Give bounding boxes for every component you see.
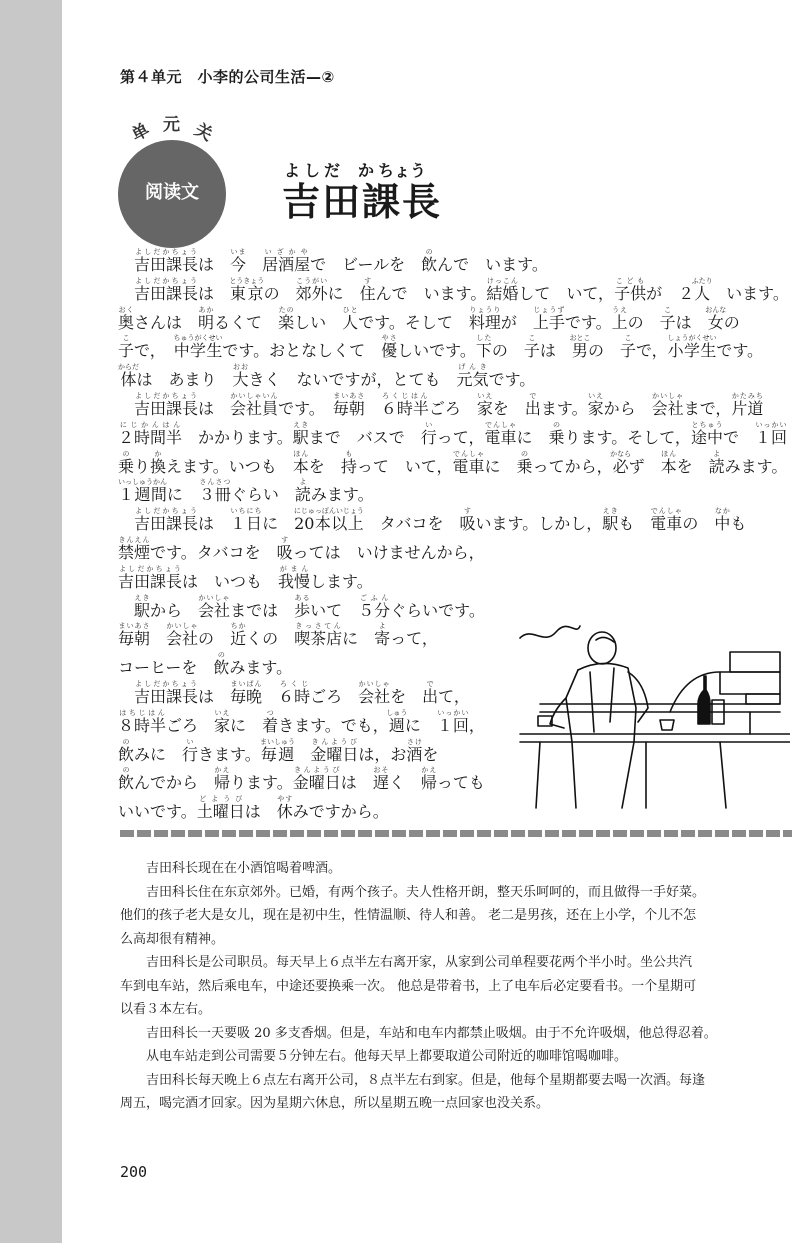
reading-text: っては いけませんから， — [292, 542, 485, 562]
ruby-word: 禁煙きんえん — [118, 535, 151, 562]
reading-text — [150, 629, 166, 648]
reading-text: の — [723, 312, 740, 332]
reading-text: の — [198, 629, 231, 649]
reading-text: です。 — [488, 370, 536, 390]
ruby-word: 読よ — [294, 478, 311, 505]
ruby-word: 会社員かいしゃいん — [230, 391, 279, 418]
reading-text: の — [587, 341, 620, 361]
translation-line: 他们的孩子老大是女儿，现在是初中生，性情温顺、待人和善。 老二是男孩，还在上小学，个儿不怎 — [120, 908, 697, 923]
ruby-word: 出で — [524, 391, 541, 418]
ruby-word: 子こ — [523, 334, 540, 361]
reading-text: までは — [230, 600, 295, 620]
reading-text: みます。 — [724, 456, 788, 476]
reading-text: で， — [134, 341, 174, 361]
reading-text: です。 — [564, 312, 612, 332]
ruby-word: 駅えき — [602, 507, 619, 534]
ruby-word: 家いえ — [476, 391, 493, 418]
section-divider — [120, 830, 792, 837]
reading-text: きく ないですが，とても — [248, 370, 457, 390]
reading-text: きます。 — [198, 744, 261, 764]
reading-text: ぐらいです。 — [390, 600, 485, 620]
reading-text: んで います。 — [375, 283, 487, 303]
ruby-word: 歩ある — [294, 593, 311, 620]
translation-line: 吉田科长每天晚上６点左右离开公司，８点半左右到家。但是，他每个星期都要去喝一次酒。每逢 — [120, 1072, 706, 1088]
reading-text: は — [340, 773, 373, 793]
reading-text: を — [676, 456, 709, 476]
reading-text: に — [404, 715, 437, 735]
ruby-word: 読よ — [708, 449, 725, 476]
ruby-word: 吸す — [276, 535, 293, 562]
chinese-translation — [120, 857, 792, 1116]
reading-text: は，お — [358, 744, 407, 764]
reading-text: って， — [390, 629, 438, 649]
ruby-word: 毎晩まいばん — [230, 679, 263, 706]
reading-text: に — [327, 283, 360, 303]
ruby-word: １週間いっしゅうかん — [118, 478, 167, 505]
ruby-word: 飲の — [421, 248, 438, 274]
ruby-word: 会社かいしゃ — [166, 622, 199, 649]
ruby-word: 女おんな — [705, 305, 727, 332]
chapter-header: 第４单元 小李的公司生活—② — [120, 68, 335, 86]
reading-line — [118, 392, 798, 421]
reading-text: は — [198, 686, 231, 706]
reading-text: は — [675, 312, 708, 332]
ruby-word: 電車でんしゃ — [484, 420, 517, 447]
ruby-word: 吉田課長よしだかちょう — [134, 507, 199, 534]
reading-text: て， — [438, 686, 470, 706]
ruby-word: 今いま — [230, 248, 247, 274]
ruby-word: ６時半ろくじはん — [380, 391, 429, 418]
reading-text: さんは — [134, 312, 199, 332]
ruby-word: 飲の — [213, 651, 230, 678]
reading-text: ぐらい — [230, 485, 295, 505]
reading-text: いいです。 — [118, 802, 197, 822]
ruby-word: 体からだ — [118, 363, 139, 390]
ruby-word: 料理りょうり — [468, 305, 501, 332]
translation-line: 以看３本左右。 — [120, 1002, 212, 1017]
reading-text — [294, 745, 310, 764]
reading-line — [118, 565, 798, 594]
reading-text: かかります。 — [182, 427, 293, 447]
indent — [118, 399, 134, 418]
ruby-word: 子こ — [118, 334, 135, 361]
reading-text — [246, 255, 262, 274]
reading-text: くの — [246, 629, 295, 649]
reading-text: で — [722, 427, 755, 447]
ruby-word: 途中とちゅう — [690, 420, 723, 447]
ruby-word: １日いちにち — [230, 507, 263, 534]
ruby-word: 居酒屋いざかや — [262, 248, 311, 274]
ruby-word: ６時ろくじ — [278, 679, 311, 706]
ruby-word: 郊外こうがい — [295, 276, 328, 303]
ruby-word: 飲の — [118, 737, 135, 764]
ruby-word: 片道かたみち — [731, 391, 764, 418]
ruby-word: 住す — [359, 276, 376, 303]
reading-text: に — [166, 485, 199, 505]
ruby-word: 吉田課長よしだかちょう — [118, 564, 183, 591]
reading-text: んでから — [134, 773, 215, 793]
reading-text: っても — [436, 773, 485, 793]
ruby-word: １回いっかい — [436, 708, 469, 735]
reading-text: を — [422, 744, 439, 764]
ruby-word: 家いえ — [214, 708, 231, 735]
ruby-word: 子こ — [619, 334, 636, 361]
title-ruby-1: よ — [284, 161, 301, 180]
reading-text: します。 — [310, 571, 373, 591]
reading-text: も — [730, 514, 747, 534]
reading-text: は — [198, 398, 231, 418]
reading-text: に — [342, 629, 375, 649]
ruby-word: 我慢がまん — [278, 564, 311, 591]
ruby-word: 帰かえ — [214, 766, 231, 793]
page-title: 吉田課長 — [282, 180, 443, 224]
reading-text: えます。いつも — [166, 456, 293, 476]
reading-text — [365, 399, 381, 418]
ruby-word: 家いえ — [587, 391, 604, 418]
ruby-word: 中なか — [714, 507, 731, 534]
reading-text: が ２ — [646, 283, 695, 303]
reading-text: に — [262, 514, 295, 534]
ruby-word: 奥おく — [118, 305, 135, 332]
ruby-word: 会社かいしゃ — [198, 593, 231, 620]
ruby-word: 寄よ — [374, 622, 391, 649]
reading-text: で ビールを — [310, 255, 422, 274]
ruby-word: 明あか — [198, 305, 215, 332]
reading-text: です。おとなしくて — [222, 341, 382, 361]
ruby-word: 休やす — [276, 795, 293, 822]
ruby-word: ３冊さんさつ — [198, 478, 231, 505]
reading-line — [118, 248, 798, 277]
ruby-word: 小学生しょうがくせい — [667, 334, 717, 361]
ruby-word: 乗の — [118, 449, 135, 476]
ruby-word: 必かなら — [610, 449, 632, 476]
ruby-word: 着つ — [262, 708, 279, 735]
ruby-word: 行い — [182, 737, 199, 764]
reading-line — [118, 536, 798, 565]
reading-line — [118, 334, 798, 363]
reading-text: みですから。 — [292, 802, 389, 822]
ruby-word: １回いっかい — [754, 420, 787, 447]
reading-text: ， — [468, 715, 485, 735]
reading-text: ごろ — [166, 715, 215, 735]
ruby-word: 人ひと — [342, 305, 359, 332]
reading-line — [118, 306, 798, 335]
ruby-word: 結婚けっこん — [486, 276, 519, 303]
ruby-word: 金曜日きんようび — [310, 737, 359, 764]
ruby-word: 会社かいしゃ — [358, 679, 391, 706]
ruby-word: 週しゅう — [386, 708, 408, 735]
reading-text: も — [618, 514, 651, 534]
ruby-word: 駅えき — [292, 420, 309, 447]
ruby-word: 下した — [475, 334, 492, 361]
reading-text: に — [230, 715, 263, 735]
badge-arc-char-1: 单 — [128, 119, 153, 146]
title-ruby-4: か — [358, 161, 375, 180]
ruby-word: 子供こども — [614, 276, 647, 303]
reading-text: は いつも — [182, 571, 279, 591]
ruby-word: 元気げんき — [456, 363, 489, 390]
reading-text: の — [491, 341, 524, 361]
reading-line — [118, 363, 798, 392]
ruby-word: 乗の — [516, 449, 533, 476]
reading-text: きます。でも， — [278, 715, 389, 735]
ruby-word: 上うえ — [611, 305, 628, 332]
reading-line — [118, 478, 798, 507]
indent — [118, 284, 134, 303]
reading-text — [262, 687, 278, 706]
ruby-word: 持も — [340, 449, 357, 476]
badge-arc-char-2: 元 — [163, 115, 180, 135]
badge-arc-char-3: 关 — [191, 119, 216, 146]
ruby-word: 金曜日きんようび — [292, 766, 341, 793]
translation-line: 车到电车站，然后乘电车，中途还要换乘一次。 他总是带着书，上了电车后必定要看书。一个星期可 — [120, 978, 697, 994]
title-ruby-5: ちょう — [378, 161, 427, 180]
ruby-word: 会社かいしゃ — [651, 391, 684, 418]
ruby-word: 換か — [150, 449, 167, 476]
reading-text: は — [539, 341, 572, 361]
ruby-word: 電車でんしゃ — [650, 507, 683, 534]
ruby-word: 東京とうきょう — [229, 276, 265, 303]
reading-text: るくて — [214, 312, 279, 332]
reading-text: の — [627, 312, 660, 332]
reading-text: ります。 — [230, 773, 293, 793]
title-ruby — [282, 158, 432, 180]
reading-text: です。タバコを — [150, 542, 277, 562]
ruby-word: 土曜日どようび — [196, 795, 245, 822]
ruby-word: 吉田課長よしだかちょう — [134, 276, 199, 303]
ruby-word: 帰かえ — [420, 766, 437, 793]
reading-text: います。 — [710, 283, 789, 303]
translation-line: 吉田科长现在在小酒馆喝着啤酒。 — [120, 861, 342, 876]
ruby-word: 優やさ — [381, 334, 398, 361]
reading-line — [118, 507, 798, 536]
ruby-word: 吉田課長よしだかちょう — [134, 679, 199, 706]
reading-text: の — [263, 283, 296, 303]
reading-text: しい — [294, 312, 343, 332]
ruby-word: 吸す — [459, 507, 476, 534]
ruby-word: 乗の — [548, 420, 565, 447]
ruby-word: 吉田課長よしだかちょう — [134, 248, 199, 274]
reading-text: います。しかし， — [475, 514, 603, 534]
reading-line — [118, 277, 798, 306]
reading-text: は — [198, 514, 231, 534]
reading-text: です。 — [278, 398, 333, 418]
translation-line: 么高却很有精神。 — [120, 931, 225, 947]
ruby-word: 行い — [420, 420, 437, 447]
title-block — [282, 158, 442, 224]
reading-text: みます。 — [310, 485, 374, 505]
left-margin-band — [0, 0, 62, 1243]
reading-text: タバコを — [363, 514, 460, 534]
reading-line — [118, 421, 798, 450]
ruby-word: 喫茶店きっさてん — [294, 622, 343, 649]
translation-line: 周五，喝完酒才回家。因为星期六休息，所以星期五晚一点回家也没关系。 — [120, 1096, 550, 1111]
translation-line: 吉田科长住在东京郊外。已婚，有两个孩子。夫人性格开朗，整天乐呵呵的，而且做得一手好菜。 — [120, 884, 706, 900]
ruby-word: 楽たの — [278, 305, 295, 332]
ruby-word: 本ほん — [660, 449, 677, 476]
ruby-word: 中学生ちゅうがくせい — [173, 334, 223, 361]
ruby-word: ５分ごふん — [358, 593, 391, 620]
ruby-word: 上手じょうず — [532, 305, 565, 332]
ruby-word: ８時半はちじはん — [118, 708, 167, 735]
reading-text: は — [198, 255, 231, 274]
ruby-word: 電車でんしゃ — [452, 449, 485, 476]
badge-label: 阅读文 — [145, 182, 199, 203]
reading-text: は あまり — [136, 370, 233, 390]
ruby-word: 駅えき — [134, 593, 151, 620]
reading-text: して いて， — [518, 283, 615, 303]
reading-text: から — [150, 600, 199, 620]
translation-line: 吉田科长是公司职员。每天早上６点半左右离开家，从家到公司单程要花两个半小时。坐公共汽 — [120, 955, 693, 970]
reading-text: は — [198, 283, 231, 303]
reading-text: いて — [310, 600, 359, 620]
ruby-word: 近ちか — [230, 622, 247, 649]
ruby-word: 毎週まいしゅう — [260, 737, 296, 764]
ruby-word: 出で — [422, 679, 439, 706]
ruby-word: ２時間半にじかんはん — [118, 420, 183, 447]
reading-text: の — [682, 514, 715, 534]
reading-text: です。 — [716, 341, 764, 361]
ruby-word: 本ほん — [292, 449, 309, 476]
indent — [118, 255, 134, 274]
reading-text: を — [492, 398, 525, 418]
reading-text: まで， — [683, 398, 732, 418]
ruby-word: 人ふたり — [691, 276, 713, 303]
ruby-word: 遅おそ — [372, 766, 389, 793]
ruby-word: 大おお — [232, 363, 249, 390]
indent — [118, 514, 134, 533]
title-ruby-2: し — [304, 161, 321, 180]
reading-text: に — [484, 456, 517, 476]
reading-text: って いて， — [356, 456, 453, 476]
reading-text: く — [388, 773, 421, 793]
reading-text: を — [308, 456, 341, 476]
reading-line — [118, 450, 798, 479]
ruby-word: 子こ — [659, 305, 676, 332]
reading-text: みます。 — [229, 658, 293, 678]
man-at-bar-illustration — [510, 612, 790, 812]
reading-text: で， — [635, 341, 668, 361]
reading-text: ごろ — [428, 398, 477, 418]
reading-text: みに — [134, 744, 183, 764]
page-number: 200 — [120, 1163, 148, 1181]
reading-text: って， — [436, 427, 485, 447]
translation-line: 吉田科长一天要吸 20 多支香烟。但是，车站和电车内都禁止吸烟。由于不允许吸烟，他总得忍着。 — [120, 1025, 717, 1041]
ruby-word: 毎朝まいあさ — [118, 622, 151, 649]
reading-text: ます。 — [540, 398, 588, 418]
translation-line: 从电车站走到公司需要５分钟左右。他每天早上都要取道公司附近的咖啡馆喝咖啡。 — [120, 1049, 628, 1064]
title-ruby-3: だ — [324, 161, 341, 180]
ruby-word: 酒さけ — [406, 737, 423, 764]
reading-text: しいです。 — [397, 341, 476, 361]
reading-text: です。そして — [358, 312, 469, 332]
ruby-word: 飲の — [118, 766, 135, 793]
reading-text: を — [390, 686, 423, 706]
reading-text: り — [134, 456, 151, 476]
indent — [118, 687, 134, 706]
ruby-word: 毎朝まいあさ — [332, 391, 365, 418]
reading-text: から — [603, 398, 652, 418]
reading-text: まで バスで — [308, 427, 421, 447]
reading-text: ってから， — [532, 456, 613, 476]
reading-text: コーヒーを — [118, 658, 214, 678]
reading-text: んで います。 — [437, 255, 548, 274]
indent — [118, 601, 134, 620]
reading-text: ります。そして， — [564, 427, 691, 447]
reading-text: は — [244, 802, 277, 822]
reading-text: が — [500, 312, 533, 332]
reading-text: に — [516, 427, 549, 447]
ruby-word: 男おとこ — [569, 334, 591, 361]
ruby-word: 吉田課長よしだかちょう — [134, 391, 199, 418]
reading-text: ず — [628, 456, 661, 476]
reading-text: ごろ — [310, 686, 359, 706]
ruby-word: 20本以上にじゅっぽんいじょう — [293, 507, 364, 534]
